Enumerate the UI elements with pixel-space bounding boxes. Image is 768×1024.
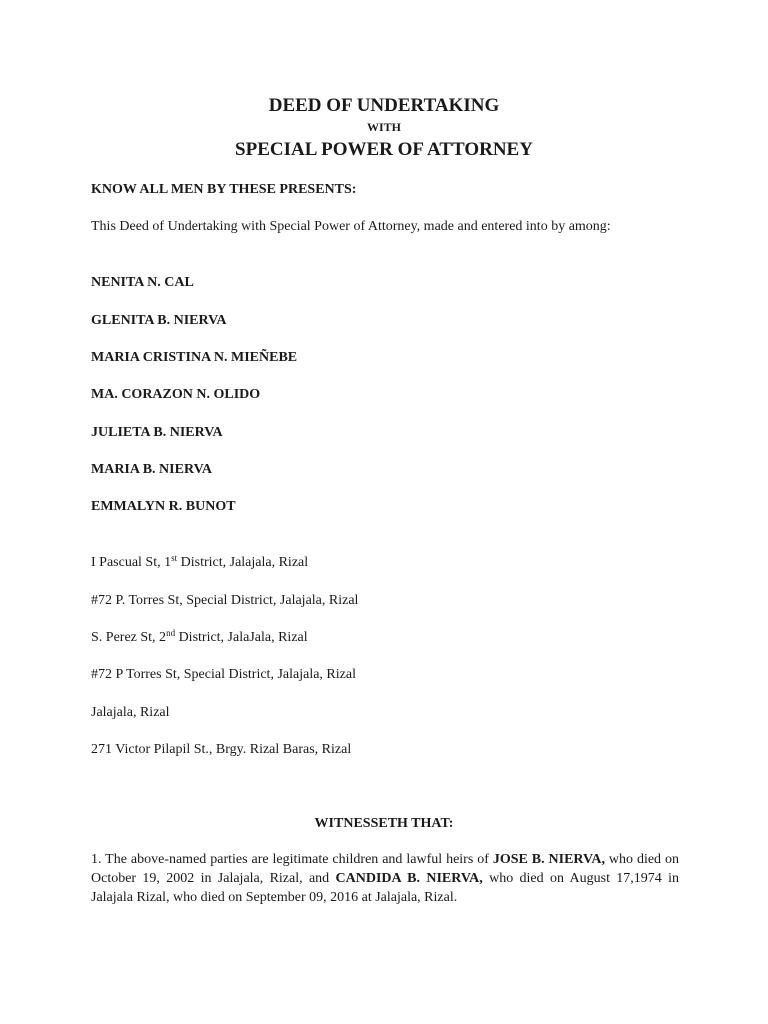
address-line-1 xyxy=(91,554,308,572)
address-line-4: #72 P Torres St, Special District, Jalajala, Rizal xyxy=(91,667,356,682)
decedent-name: JOSE B. NIERVA, xyxy=(492,852,605,867)
title-line-1: DEED OF UNDERTAKING xyxy=(268,95,500,116)
address-text: District, Jalajala, Rizal xyxy=(177,555,309,570)
party-name: JULIETA B. NIERVA xyxy=(91,425,223,440)
address-line-6: 271 Victor Pilapil St., Brgy. Rizal Baras, Rizal xyxy=(91,742,352,757)
address-line-5: Jalajala, Rizal xyxy=(91,705,170,720)
party-name: NENITA N. CAL xyxy=(91,275,194,290)
paragraph-1 xyxy=(91,850,679,907)
paragraph-text: 1. The above-named parties are legitimate children and lawful heirs of xyxy=(91,852,493,867)
party-name: GLENITA B. NIERVA xyxy=(91,313,227,328)
party-name: MARIA CRISTINA N. MIEÑEBE xyxy=(91,350,298,365)
decedent-name: CANDIDA B. NIERVA, xyxy=(335,871,483,886)
paragraph-text: who died on August 17,1974 in Jalajala Rizal, who died on September 09, 2016 at Jalajala, Rizal. xyxy=(91,871,680,905)
address-text: S. Perez St, 2 xyxy=(91,630,167,645)
ordinal-suffix: nd xyxy=(166,628,176,638)
paragraph-text: who died on October 19, 2002 in Jalajala, Rizal, and xyxy=(91,852,679,886)
party-name: MA. CORAZON N. OLIDO xyxy=(91,387,261,402)
witnesseth-heading: WITNESSETH THAT: xyxy=(314,816,454,831)
address-text: District, JalaJala, Rizal xyxy=(175,630,308,645)
address-line-3 xyxy=(91,629,308,647)
address-line-2: #72 P. Torres St, Special District, Jalajala, Rizal xyxy=(91,593,359,608)
ordinal-suffix: st xyxy=(171,553,178,563)
party-name: MARIA B. NIERVA xyxy=(91,462,212,477)
party-name: EMMALYN R. BUNOT xyxy=(91,499,236,514)
address-text: I Pascual St, 1 xyxy=(91,555,172,570)
salutation: KNOW ALL MEN BY THESE PRESENTS: xyxy=(91,182,357,197)
intro-text: This Deed of Undertaking with Special Power of Attorney, made and entered into by among: xyxy=(91,219,611,234)
title-line-2: WITH xyxy=(366,120,401,134)
title-line-3: SPECIAL POWER OF ATTORNEY xyxy=(235,139,533,160)
